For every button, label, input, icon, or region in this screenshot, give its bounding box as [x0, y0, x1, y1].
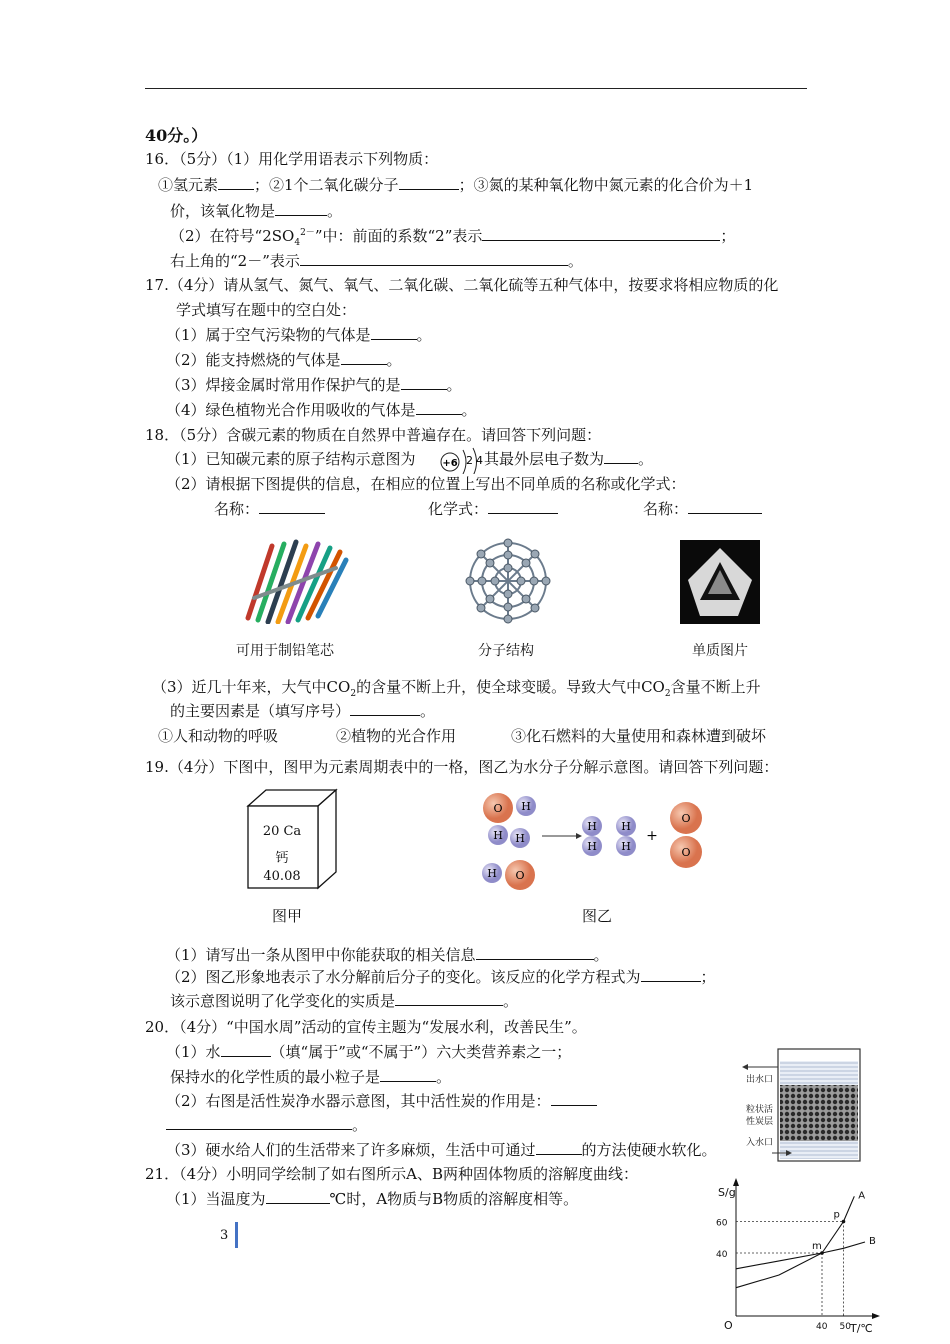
q16-line1: ①氢元素 ；②1个二氧化碳分子 ；③氮的某种氧化物中氮元素的化合价为＋1 — [158, 176, 754, 194]
atom-label: O — [681, 812, 691, 825]
answer-blank[interactable] — [371, 325, 417, 340]
carbon-layer-label: 性炭层 — [746, 1117, 774, 1127]
q18-label-b: 化学式： — [428, 498, 558, 519]
inlet-label: 入水口 — [746, 1138, 774, 1148]
atom-label: O — [681, 846, 691, 859]
atom-label: H — [621, 840, 631, 853]
q18-part1b: 其最外层电子数为 。 — [484, 450, 654, 468]
answer-blank[interactable] — [275, 201, 327, 216]
x-tick-label: 40 — [816, 1322, 828, 1332]
x-tick-label: 50 — [839, 1322, 851, 1332]
series-line-B — [736, 1242, 865, 1269]
q19-s1: （1）请写出一条从图甲中你能获取的相关信息 。 — [166, 946, 609, 964]
q20-s3b: 。 — [166, 1114, 367, 1135]
answer-blank[interactable] — [221, 1042, 271, 1057]
q18-option-3: ③化石燃料的大量使用和森林遭到破坏 — [511, 727, 767, 745]
carbon-layer-label: 粒状活 — [746, 1105, 774, 1115]
q18-part3b: 的主要因素是（填写序号） 。 — [170, 702, 436, 720]
origin-label: O — [724, 1319, 733, 1332]
page-number: 3 — [220, 1228, 229, 1243]
cell-element-name: 钙 — [275, 851, 289, 866]
answer-blank[interactable] — [551, 1091, 597, 1106]
q18-option-1: ①人和动物的呼吸 — [158, 727, 279, 745]
q18-stem: 18．（5分）含碳元素的物质在自然界中普遍存在。请回答下列问题： — [145, 426, 602, 444]
x-axis-label: T/℃ — [850, 1322, 873, 1335]
q20-stem: 20．（4分）“中国水周”活动的宣传主题为“发展水利，改善民生”。 — [145, 1018, 587, 1036]
q19-s3: 该示意图说明了化学变化的实质是 。 — [170, 992, 519, 1010]
q17-item: （4）绿色植物光合作用吸收的气体是 。 — [166, 401, 477, 419]
q20-s2: 保持水的化学性质的最小粒子是 。 — [170, 1068, 452, 1086]
figure-a-caption: 图甲 — [272, 907, 303, 925]
answer-blank[interactable] — [688, 499, 762, 514]
q16-line4: 右上角的“2－”表示 。 — [170, 252, 583, 270]
page-number-bar — [235, 1222, 238, 1248]
water-decomposition-diagram — [476, 790, 716, 900]
q18-label-a: 名称： — [214, 498, 325, 519]
answer-blank[interactable] — [350, 701, 420, 716]
answer-blank[interactable] — [641, 967, 701, 982]
q20-s4: （3）硬水给人们的生活带来了许多麻烦，生活中可通过 的方法使硬水软化。 — [166, 1141, 717, 1159]
caption-pencil: 可用于制铅笔芯 — [236, 643, 334, 659]
answer-blank[interactable] — [218, 175, 254, 190]
answer-blank[interactable] — [266, 1189, 330, 1204]
cell-number-symbol: 20 Ca — [262, 824, 302, 839]
header-rule — [145, 88, 807, 89]
plus-sign: + — [646, 828, 658, 844]
q21-s1: （1）当温度为 ℃时，A物质与B物质的溶解度相等。 — [166, 1190, 579, 1208]
q19-s2: （2）图乙形象地表示了水分解前后分子的变化。该反应的化学方程式为 ； — [166, 968, 716, 986]
y-axis-label: S/g — [718, 1186, 736, 1199]
q16-line2: 价，该氧化物是 。 — [170, 202, 343, 220]
answer-blank[interactable] — [416, 400, 462, 415]
q17-stem: 17.（4分）请从氢气、氮气、氧气、二氧化碳、二氧化硫等五种气体中，按要求将相应物质的化 — [145, 276, 779, 294]
caption-molecule: 分子结构 — [478, 643, 534, 659]
fullerene-molecule-image — [462, 538, 554, 624]
q17-item: （3）焊接金属时常用作保护气的是 。 — [166, 376, 462, 394]
atom-label: H — [521, 800, 531, 813]
cell-atomic-mass: 40.08 — [263, 869, 301, 884]
q17-item: （2）能支持燃烧的气体是 。 — [166, 351, 402, 369]
carbon-atom-diagram — [436, 444, 490, 474]
figure-b-caption: 图乙 — [582, 907, 613, 925]
answer-blank[interactable] — [482, 226, 720, 241]
x-axis-arrow — [872, 1313, 880, 1319]
atom-label: O — [493, 802, 503, 815]
atom-shell1: 2 — [466, 454, 473, 467]
y-tick-label: 40 — [716, 1250, 728, 1260]
answer-blank[interactable] — [604, 449, 638, 464]
caption-diamond: 单质图片 — [692, 643, 748, 659]
q18-part3: （3）近几十年来，大气中$CO_2$的含量不断上升，使全球变暖。导致大气中$CO_2$含量不断上升 — [152, 678, 761, 699]
q18-part1: （1）已知碳元素的原子结构示意图为 — [166, 450, 416, 468]
section-tail: 40分。） — [145, 126, 208, 145]
atom-label: H — [487, 867, 497, 880]
answer-blank[interactable] — [476, 945, 594, 960]
answer-blank[interactable] — [395, 991, 503, 1006]
pencils-image — [240, 538, 350, 624]
answer-blank[interactable] — [300, 251, 568, 266]
atom-label: H — [515, 832, 525, 845]
water-purifier-diagram — [742, 1045, 864, 1167]
q17-stem2: 学式填写在题中的空白处： — [176, 301, 357, 319]
diamond-image — [680, 540, 760, 624]
series-label-B: B — [869, 1235, 876, 1247]
q17-item: （1）属于空气污染物的气体是 。 — [166, 326, 432, 344]
q18-part2: （2）请根据下图提供的信息，在相应的位置上写出不同单质的名称或化学式： — [166, 475, 686, 493]
answer-blank[interactable] — [341, 350, 387, 365]
atom-label: O — [515, 869, 525, 882]
point-label: p — [833, 1209, 840, 1221]
answer-blank[interactable] — [380, 1067, 436, 1082]
q16-stem: 16．（5分）（1）用化学用语表示下列物质： — [145, 150, 439, 168]
answer-blank[interactable] — [488, 499, 558, 514]
outlet-label: 出水口 — [746, 1075, 774, 1085]
answer-blank[interactable] — [259, 499, 325, 514]
q19-stem: 19.（4分）下图中，图甲为元素周期表中的一格，图乙为水分子分解示意图。请回答下列问题： — [145, 758, 779, 776]
solubility-chart — [700, 1176, 890, 1336]
atom-label: H — [493, 829, 503, 842]
answer-blank[interactable] — [536, 1140, 582, 1155]
answer-blank[interactable] — [399, 175, 459, 190]
q20-s3: （2）右图是活性炭净水器示意图，其中活性炭的作用是： — [166, 1090, 597, 1111]
y-tick-label: 60 — [716, 1218, 728, 1229]
q21-stem: 21．（4分）小明同学绘制了如右图所示A、B两种固体物质的溶解度曲线： — [145, 1165, 638, 1183]
atom-shell2: 4 — [476, 454, 483, 467]
point-label: m — [812, 1241, 822, 1252]
y-axis-arrow — [733, 1178, 739, 1186]
q20-s1: （1）水 （填“属于”或“不属于”）六大类营养素之一； — [166, 1043, 572, 1061]
answer-blank[interactable] — [166, 1115, 352, 1130]
atom-label: H — [587, 840, 597, 853]
q18-label-c: 名称： — [643, 498, 762, 519]
atom-label: H — [587, 820, 597, 833]
series-label-A: A — [858, 1190, 866, 1202]
q18-option-2: ②植物的光合作用 — [336, 727, 457, 745]
atom-nucleus: +6 — [442, 458, 458, 469]
answer-blank[interactable] — [401, 375, 447, 390]
q16-line3: （2）在符号“$2SO_4^{2-}$”中：前面的系数“2”表示 ； — [170, 227, 736, 248]
atom-label: H — [621, 820, 631, 833]
